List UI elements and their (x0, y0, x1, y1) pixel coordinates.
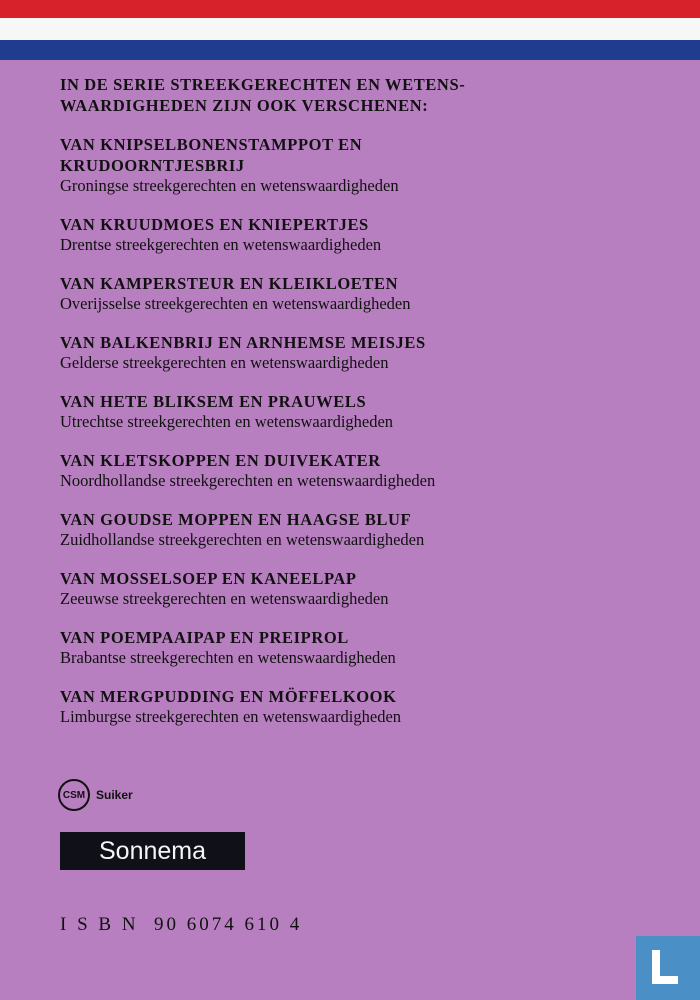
book-subtitle: Zeeuwse streekgerechten en wetenswaardigheden (60, 589, 389, 608)
series-list-section (60, 74, 660, 745)
book-title: VAN KAMPERSTEUR EN KLEIKLOETEN (60, 274, 399, 293)
publisher-logo: Sonnema (60, 832, 245, 870)
book-entry (60, 627, 660, 668)
corner-logo-icon (636, 936, 700, 1000)
book-entry (60, 391, 660, 432)
book-subtitle: Brabantse streekgerechten en wetenswaardigheden (60, 648, 396, 667)
book-subtitle: Zuidhollandse streekgerechten en wetenswaardigheden (60, 530, 425, 549)
l-shape-icon (652, 950, 678, 984)
book-subtitle: Utrechtse streekgerechten en wetenswaardigheden (60, 412, 394, 431)
book-title: VAN KNIPSELBONENSTAMPPOT EN KRUDOORNTJESBRIJ (60, 135, 363, 175)
book-title: VAN GOUDSE MOPPEN EN HAAGSE BLUF (60, 510, 412, 529)
book-entry (60, 214, 660, 255)
flag-red-stripe (0, 0, 700, 18)
book-subtitle: Drentse streekgerechten en wetenswaardigheden (60, 235, 382, 254)
isbn-number: I S B N 90 6074 610 4 (60, 914, 303, 935)
book-title: VAN HETE BLIKSEM EN PRAUWELS (60, 392, 367, 411)
book-title: VAN KRUUDMOES EN KNIEPERTJES (60, 215, 369, 234)
flag-blue-stripe (0, 40, 700, 60)
csm-logo-icon: CSM (58, 779, 90, 811)
book-entry (60, 273, 660, 314)
flag-white-stripe (0, 18, 700, 40)
book-title: VAN MERGPUDDING EN MÖFFELKOOK (60, 687, 397, 706)
book-title: VAN KLETSKOPPEN EN DUIVEKATER (60, 451, 381, 470)
book-subtitle: Noordhollandse streekgerechten en wetenswaardigheden (60, 471, 436, 490)
book-entry (60, 686, 660, 727)
book-entry (60, 509, 660, 550)
book-subtitle: Gelderse streekgerechten en wetenswaardigheden (60, 353, 389, 372)
sponsor-name: Suiker (96, 788, 133, 802)
book-subtitle: Groningse streekgerechten en wetenswaardigheden (60, 176, 399, 195)
book-entry (60, 450, 660, 491)
book-subtitle: Overijsselse streekgerechten en wetenswaardigheden (60, 294, 411, 313)
book-title: VAN MOSSELSOEP EN KANEELPAP (60, 569, 357, 588)
book-title: VAN POEMPAAIPAP EN PREIPROL (60, 628, 349, 647)
book-entry (60, 134, 660, 196)
csm-suiker-logo (58, 778, 133, 812)
book-entry (60, 568, 660, 609)
series-intro: IN DE SERIE STREEKGERECHTEN EN WETENS- WAARDIGHEDEN ZIJN OOK VERSCHENEN: (60, 75, 466, 115)
book-title: VAN BALKENBRIJ EN ARNHEMSE MEISJES (60, 333, 426, 352)
dutch-flag-stripes (0, 0, 700, 60)
book-subtitle: Limburgse streekgerechten en wetenswaardigheden (60, 707, 402, 726)
book-entry (60, 332, 660, 373)
